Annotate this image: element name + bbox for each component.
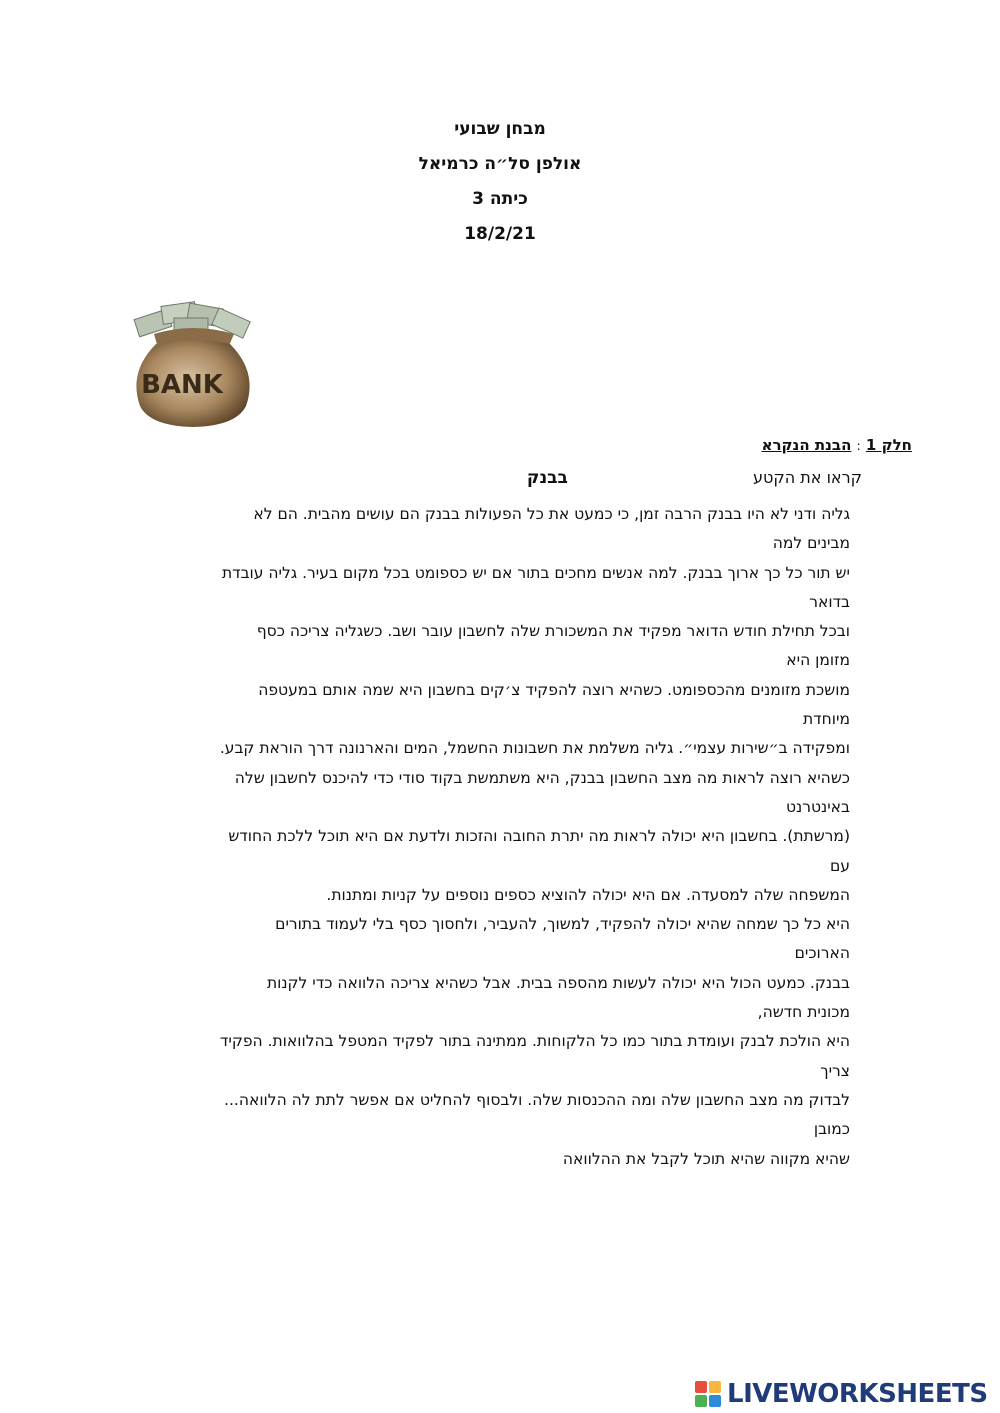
passage-line: היא כל כך שמחה שהיא יכולה להפקיד, למשוך, להעביר, ולחסוך כסף בלי לעמוד בתורים <box>275 915 850 934</box>
reading-instruction-line <box>162 468 862 488</box>
reading-passage <box>150 500 850 1174</box>
mark-square <box>695 1381 707 1393</box>
money-bag-icon <box>126 300 260 430</box>
section-part: חלק 1 <box>865 436 912 454</box>
reading-instruction: קראו את הקטע <box>752 468 862 487</box>
passage-line: גליה ודני לא היו בבנק הרבה זמן, כי כמעט את כל הפעולות בבנק הם עושים מהבית. הם לא <box>253 505 850 523</box>
passage-line: בבנק. כמעט הכול היא יכולה לעשות מהספה בבית. אבל כשהיא צריכה הלוואה כדי לקנות <box>266 973 850 992</box>
passage-line: (מרשתת). בחשבון היא יכולה לראות מה יתרת החובה והזכות ולדעת אם היא תוכל ללכת החודש <box>228 827 850 846</box>
mark-square <box>709 1395 721 1407</box>
passage-line: בדואר <box>809 592 850 611</box>
mark-square <box>695 1395 707 1407</box>
passage-line: כשהיא רוצה לראות מה מצב החשבון בבנק, היא משתמשת בקוד סודי כדי להיכנס לחשבון שלה <box>234 768 850 787</box>
passage-line: צריך <box>820 1061 850 1080</box>
passage-line: באינטרנט <box>785 797 850 816</box>
passage-line: עם <box>830 856 850 875</box>
worksheet-header <box>0 112 1000 252</box>
mark-square <box>709 1381 721 1393</box>
header-test-title: מבחן שבועי <box>454 119 546 139</box>
passage-line: מיוחדת <box>803 710 850 729</box>
passage-line: מבינים למה <box>772 534 850 553</box>
passage-line: ומפקידה ב״שירות עצמי״. גליה משלמת את חשבונות החשמל, המים והארנונה דרך הוראת קבע. <box>219 739 850 758</box>
header-date: 18/2/21 <box>464 224 536 244</box>
section-heading <box>762 436 912 454</box>
passage-line: שהיא מקווה שהיא תוכל לקבל את ההלוואה <box>562 1149 850 1168</box>
passage-line: מזומן היא <box>786 651 850 670</box>
liveworksheets-logo[interactable] <box>695 1378 988 1410</box>
section-colon: : <box>856 439 861 453</box>
passage-line: כמובן <box>813 1120 850 1139</box>
section-name: הבנת הנקרא <box>761 436 852 454</box>
passage-line: לבדוק מה מצב החשבון שלה ומה ההכנסות שלה. ולבסוף להחליט אם אפשר לתת לה הלוואה... <box>224 1090 850 1109</box>
header-school: אולפן סל״ה כרמיאל <box>418 154 582 174</box>
bag-label: BANK <box>141 370 223 400</box>
passage-line: היא הולכת לבנק ועומדת בתור כמו כל הלקוחות. ממתינה בתור לפקיד המטפל בהלוואות. הפקיד <box>219 1032 850 1051</box>
passage-line: מושכת מזומנים מהכספומט. כשהיא רוצה להפקיד צ׳קים בחשבון היא שמה אותם במעטפה <box>258 680 850 699</box>
passage-line: המשפחה שלה למסעדה. אם היא יכולה להוציא כספים נוספים על קניות ומתנות. <box>326 885 850 904</box>
passage-line: הארוכים <box>794 944 850 963</box>
passage-line: מכונית חדשה, <box>757 1003 850 1022</box>
liveworksheets-mark-icon <box>695 1381 721 1407</box>
passage-line: ובכל תחילת חודש הדואר מפקיד את המשכורת שלה לחשבון עובר ושב. כשגליה צריכה כסף <box>256 622 850 641</box>
passage-title: בבנק <box>526 468 568 488</box>
passage-line: יש תור כל כך ארוך בבנק. למה אנשים מחכים בתור אם יש כספומט בכל מקום בעיר. גליה עובדת <box>221 563 850 582</box>
liveworksheets-brand: LIVEWORKSHEETS <box>727 1379 988 1409</box>
header-class: כיתה 3 <box>472 189 528 209</box>
